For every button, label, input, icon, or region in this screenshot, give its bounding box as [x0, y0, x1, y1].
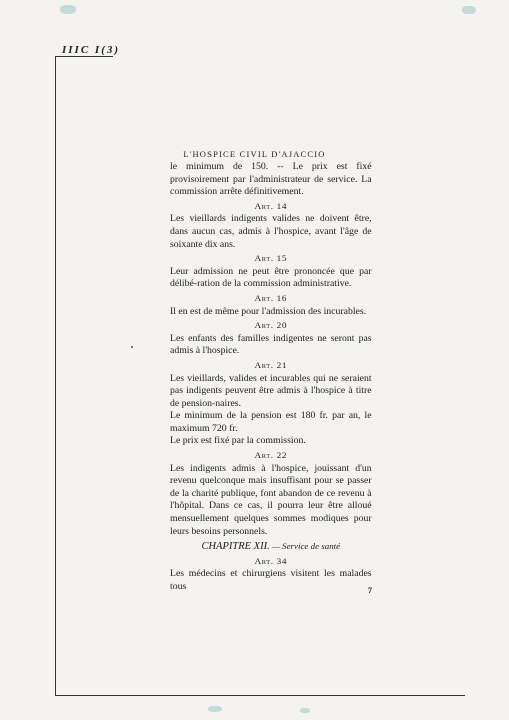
paragraph: Les enfants des familles indigentes ne seront pas admis à l'hospice.	[170, 333, 372, 357]
article-heading: Art. 21	[254, 359, 288, 370]
ink-speck	[131, 346, 133, 348]
article-heading: Art. 14	[254, 200, 288, 211]
article-heading: Art. 22	[254, 450, 288, 461]
paragraph: le minimum de 150. -- Le prix est fixé provisoirement par l'administrateur de service. La commission arrête définitivement.	[170, 162, 372, 198]
paper-stain-bottom	[208, 706, 222, 712]
paper-stain-top-right	[462, 6, 476, 14]
document-body	[170, 161, 372, 594]
paragraph: Les médecins et chirurgiens visitent les malades tous	[170, 569, 372, 592]
page-number: 7	[368, 586, 372, 595]
page-heading: L'HOSPICE CIVIL D'AJACCIO	[183, 149, 326, 159]
chapter-title: CHAPITRE XII.	[201, 541, 270, 553]
paragraph: Les vieillards, valides et incurables qui ne seraient pas indigents peuvent être admis à l'hospice à titre de pension-naires.	[170, 373, 372, 409]
paragraph: Les vieillards indigents valides ne doivent être, dans aucun cas, admis à l'hospice, avant l'âge de soixante dix ans.	[170, 214, 372, 250]
paragraph: Le minimum de la pension est 180 fr. par an, le maximum 720 fr.	[170, 411, 372, 434]
paragraph: Leur admission ne peut être prononcée que par délibé-ration de la commission administrative.	[170, 266, 372, 290]
paragraph: Le prix est fixé par la commission.	[170, 436, 306, 447]
paragraph: Il en est de même pour l'admission des incurables.	[170, 306, 367, 317]
frame-top-edge	[55, 56, 113, 57]
article-heading: Art. 20	[254, 320, 288, 331]
article-heading: Art. 34	[254, 555, 288, 566]
frame-bottom-edge	[55, 695, 465, 696]
paper-stain-bottom-2	[300, 708, 310, 713]
article-heading: Art. 16	[254, 292, 288, 303]
chapter-heading	[170, 540, 372, 554]
chapter-subtitle: — Service de santé	[269, 541, 341, 552]
paper-stain-top-left	[60, 5, 76, 14]
archive-reference: IIIC I(3)	[62, 44, 121, 56]
paragraph: Les indigents admis à l'hospice, jouissant d'un revenu quelconque mais insuffisant pour se passer de la charité publique, font abandon de ce revenu à l'hôpital. Dans ce cas, il pourra leur être alloué mensuellement quelques sommes modiques pour leurs besoins personnels.	[170, 463, 372, 537]
article-heading: Art. 15	[254, 253, 288, 264]
